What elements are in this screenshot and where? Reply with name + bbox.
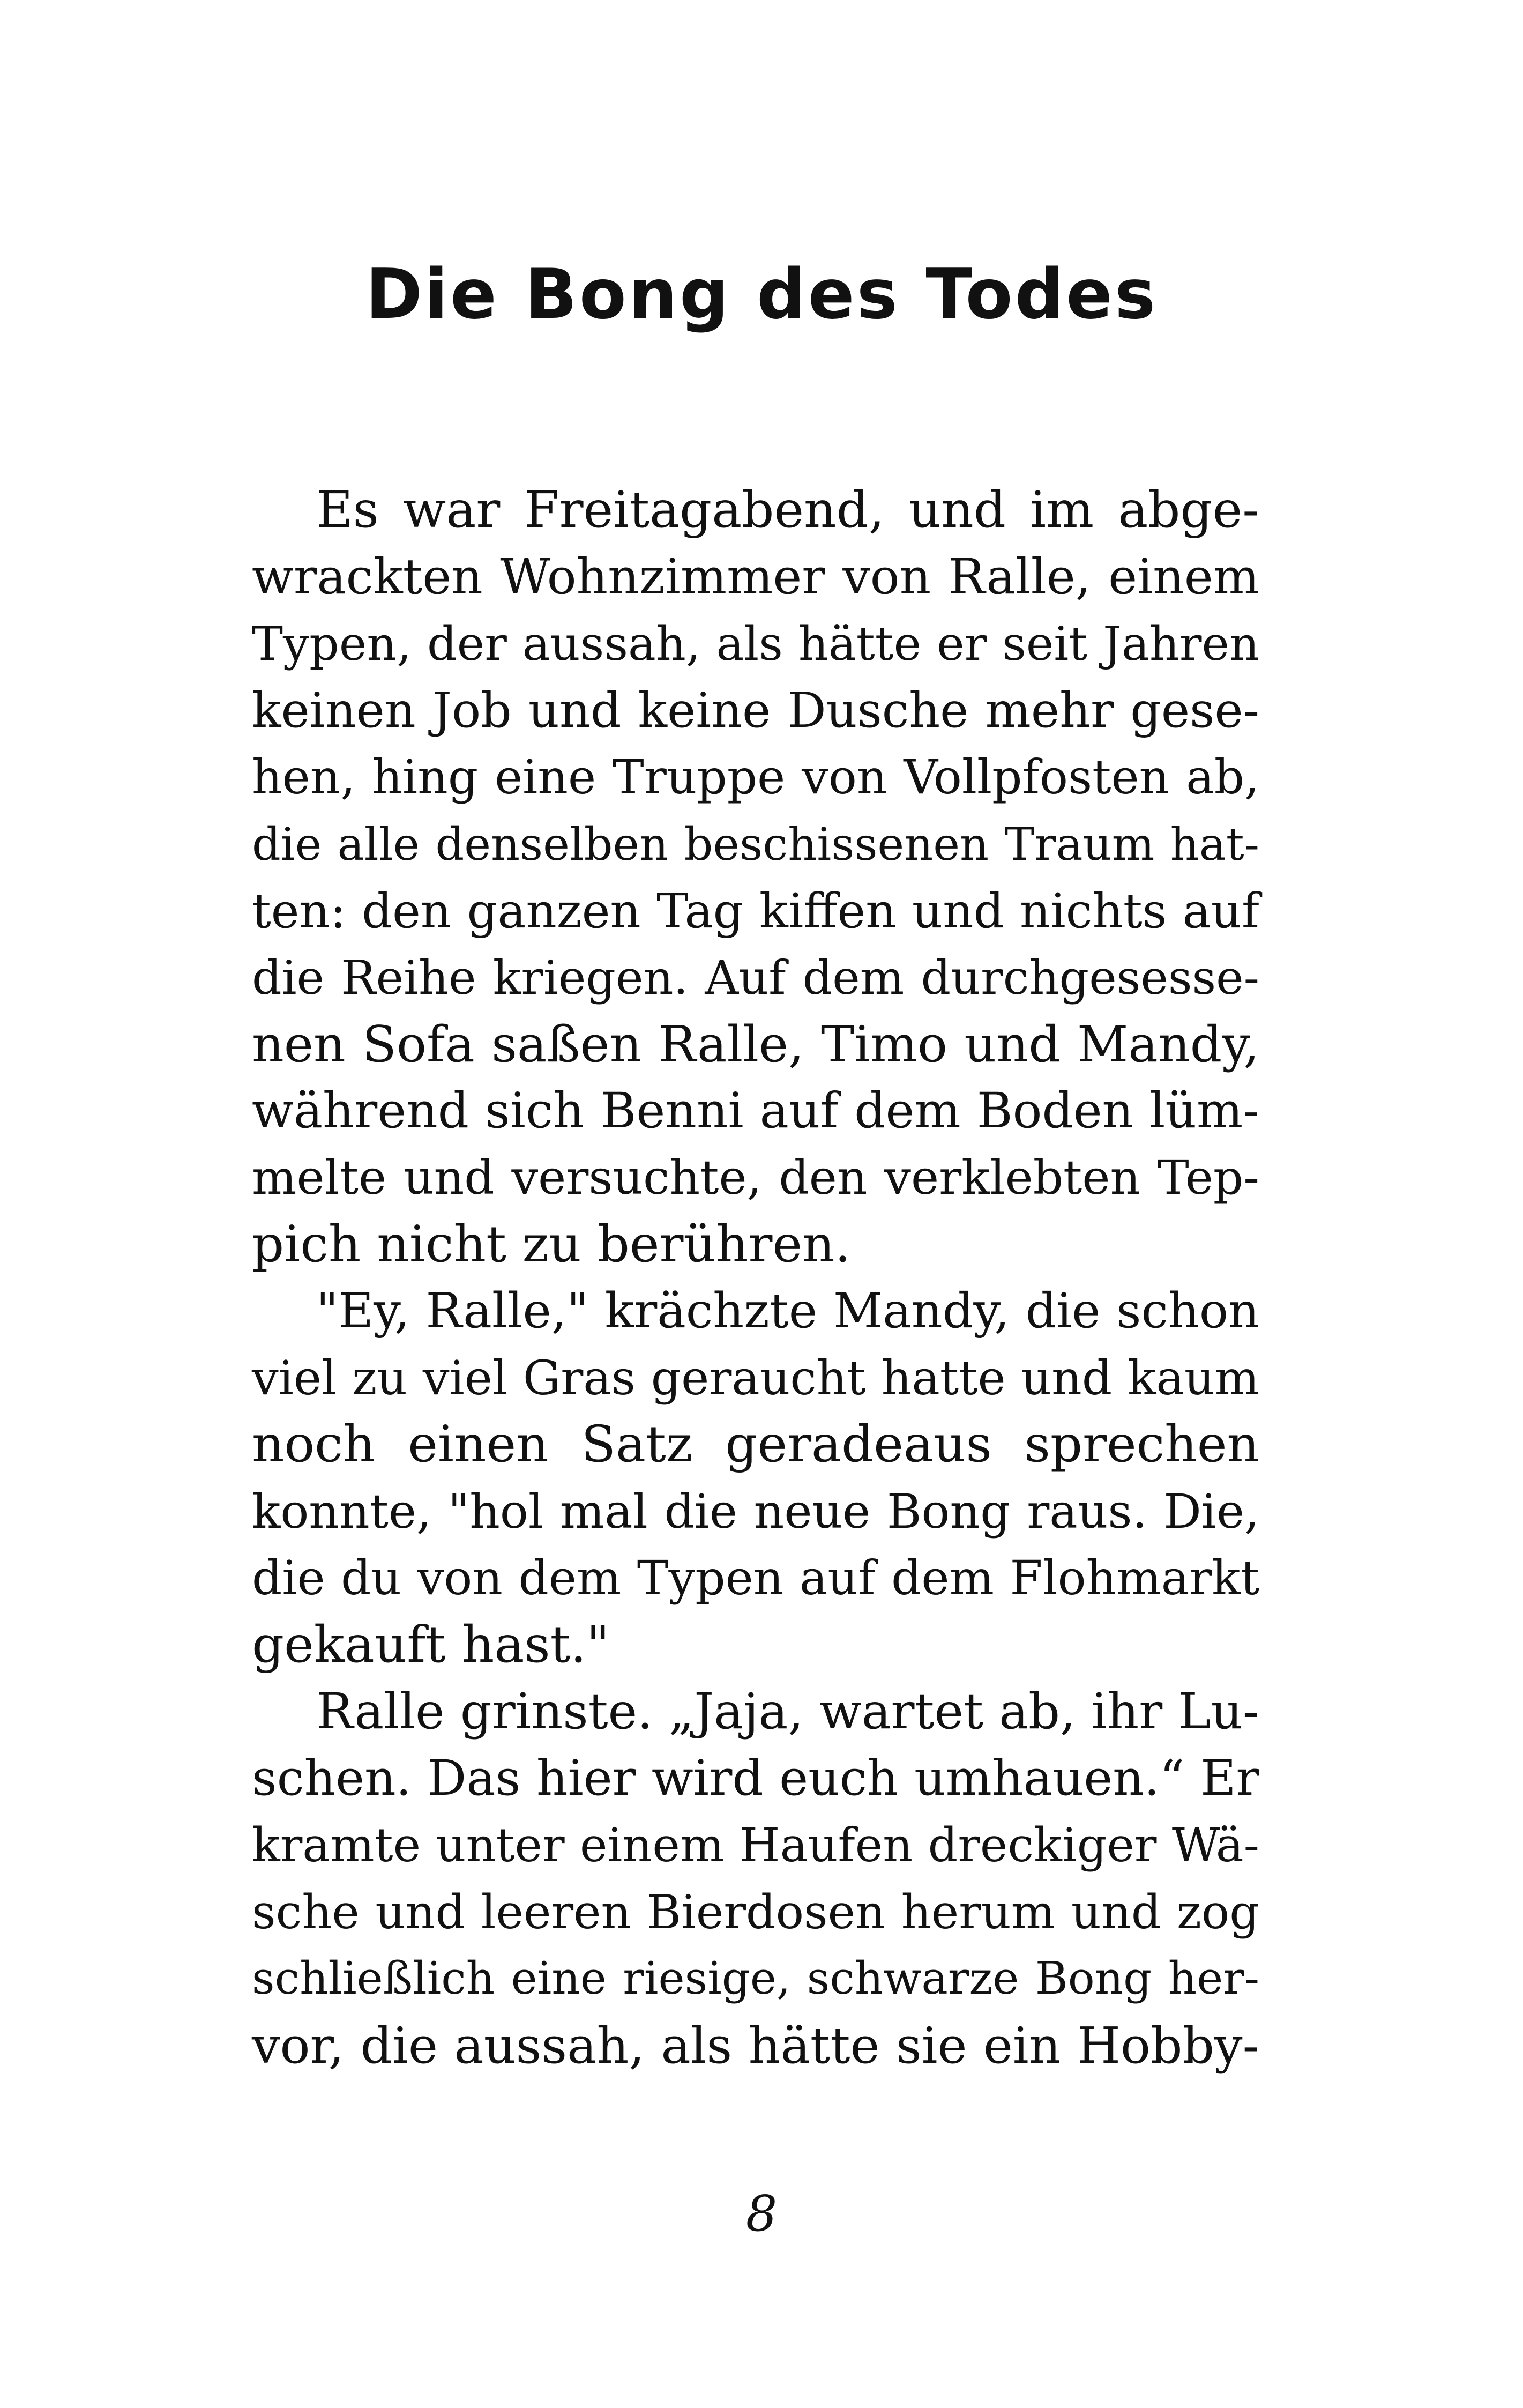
text-line: sche und leeren Bierdosen herum und zog bbox=[252, 1884, 1259, 1939]
text-line: nen Sofa saßen Ralle, Timo und Mandy, bbox=[252, 1015, 1259, 1073]
text-line: schen. Das hier wird euch umhauen.“ Er bbox=[252, 1750, 1259, 1807]
text-line: konnte, "hol mal die neue Bong raus. Die, bbox=[252, 1483, 1259, 1539]
text-line: Typen, der aussah, als hätte er seit Jahren bbox=[252, 616, 1259, 671]
text-line: pich nicht zu berühren. bbox=[252, 1215, 851, 1274]
text-line: hen, hing eine Truppe von Vollpfosten ab, bbox=[252, 749, 1259, 805]
text-line: gekauft hast." bbox=[252, 1615, 610, 1674]
page-number: 8 bbox=[745, 2185, 778, 2242]
text-line: die du von dem Typen auf dem Flohmarkt bbox=[252, 1550, 1259, 1606]
text-line: noch einen Satz geradeaus sprechen bbox=[252, 1415, 1259, 1474]
text-line: Es war Freitagabend, und im abge- bbox=[316, 481, 1259, 539]
text-line: melte und versuchte, den verklebten Tep- bbox=[252, 1150, 1259, 1205]
text-line: die Reihe kriegen. Auf dem durchgesesse- bbox=[252, 950, 1259, 1005]
body-text bbox=[252, 477, 1259, 2079]
text-line: vor, die aussah, als hätte sie ein Hobby- bbox=[252, 2016, 1259, 2075]
text-line: ten: den ganzen Tag kiffen und nichts auf bbox=[252, 883, 1259, 939]
text-line: "Ey, Ralle," krächzte Mandy, die schon bbox=[316, 1283, 1259, 1339]
chapter-title: Die Bong des Todes bbox=[365, 255, 1158, 335]
text-line: kramte unter einem Haufen dreckiger Wä- bbox=[252, 1818, 1259, 1872]
text-line: keinen Job und keine Dusche mehr gese- bbox=[252, 682, 1259, 739]
text-line: die alle denselben beschissenen Traum hat- bbox=[252, 817, 1259, 871]
text-line: während sich Benni auf dem Boden lüm- bbox=[252, 1082, 1259, 1139]
text-line: Ralle grinste. „Jaja, wartet ab, ihr Lu- bbox=[316, 1683, 1259, 1740]
text-line: viel zu viel Gras geraucht hatte und kaum bbox=[252, 1350, 1259, 1406]
text-line: schließlich eine riesige, schwarze Bong her- bbox=[252, 1952, 1259, 2004]
text-line: wrackten Wohnzimmer von Ralle, einem bbox=[252, 548, 1259, 605]
